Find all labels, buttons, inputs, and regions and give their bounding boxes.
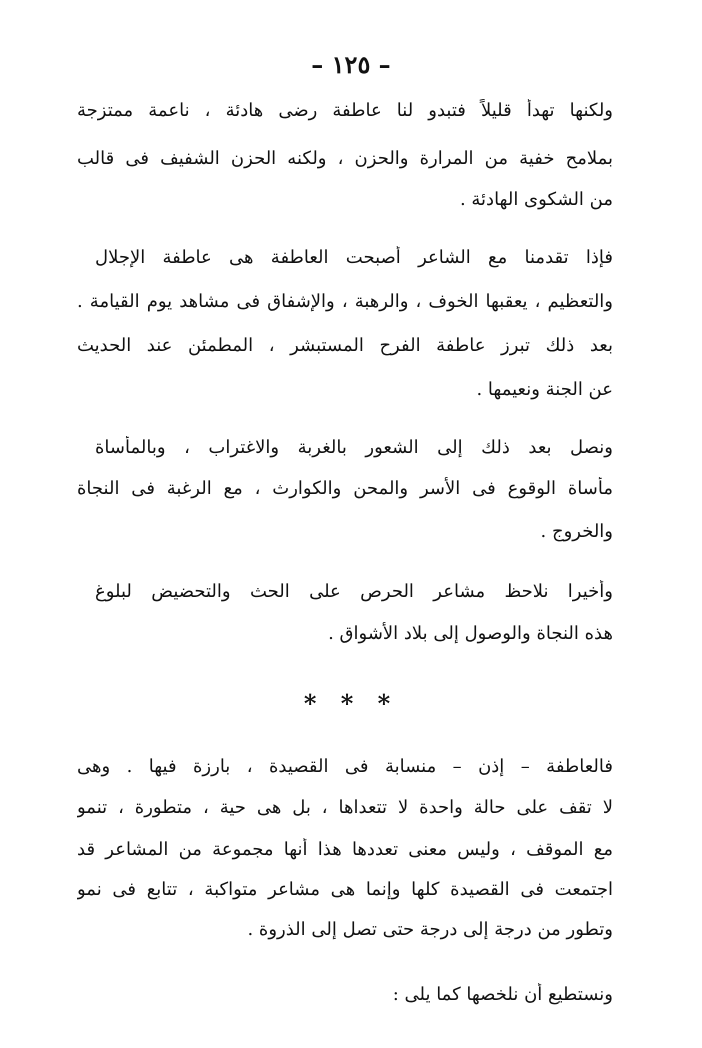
paragraph-3-line-3: والخروج . xyxy=(540,521,613,542)
paragraph-1-line-1: ولكنها تهدأ قليلاً فتبدو لنا عاطفة رضى هادئة ، ناعمة ممتزجة xyxy=(77,100,613,121)
paragraph-3-line-2: مأساة الوقوع فى الأسر والمحن والكوارث ، مع الرغبة فى النجاة xyxy=(77,478,613,499)
section-separator: * * * xyxy=(303,689,399,718)
paragraph-1-line-2: بملامح خفية من المرارة والحزن ، ولكنه الحزن الشفيف فى قالب xyxy=(77,148,613,169)
page-number: – ١٢٥ – xyxy=(311,50,391,79)
paragraph-5-line-2: لا تقف على حالة واحدة لا تتعداها ، بل هى حية ، متطورة ، تنمو xyxy=(77,797,613,818)
paragraph-5-line-1: فالعاطفة – إذن – منسابة فى القصيدة ، بارزة فيها . وهى xyxy=(77,756,613,777)
paragraph-1-line-3: من الشكوى الهادئة . xyxy=(459,189,613,210)
paragraph-5-line-5: وتطور من درجة إلى درجة حتى تصل إلى الذروة . xyxy=(247,919,613,940)
paragraph-5-line-3: مع الموقف ، وليس معنى تعددها هذا أنها مجموعة من المشاعر قد xyxy=(77,839,613,860)
paragraph-4-line-2: هذه النجاة والوصول إلى بلاد الأشواق . xyxy=(328,623,613,644)
paragraph-2-line-1: فإذا تقدمنا مع الشاعر أصبحت العاطفة هى عاطفة الإجلال xyxy=(95,247,613,268)
paragraph-2-line-2: والتعظيم ، يعقبها الخوف ، والرهبة ، والإشفاق فى مشاهد يوم القيامة . xyxy=(77,291,613,312)
paragraph-2-line-4: عن الجنة ونعيمها . xyxy=(476,379,613,400)
paragraph-5-line-4: اجتمعت فى القصيدة كلها وإنما هى مشاعر متواكبة ، تتابع فى نمو xyxy=(77,879,613,900)
paragraph-4-line-1: وأخيرا نلاحظ مشاعر الحرص على الحث والتحضيض لبلوغ xyxy=(95,581,613,602)
paragraph-2-line-3: بعد ذلك تبرز عاطفة الفرح المستبشر ، المطمئن عند الحديث xyxy=(77,335,613,356)
paragraph-6-line-1: ونستطيع أن نلخصها كما يلى : xyxy=(392,984,613,1005)
paragraph-3-line-1: ونصل بعد ذلك إلى الشعور بالغربة والاغتراب ، وبالمأساة xyxy=(95,437,613,458)
